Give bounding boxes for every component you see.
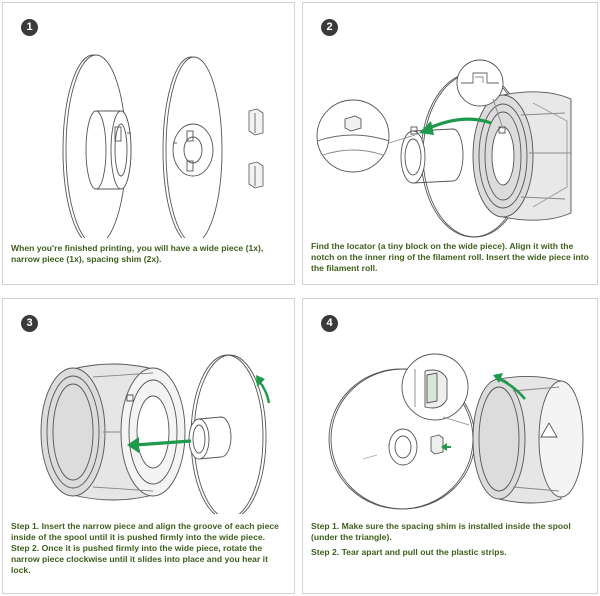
filament-spool bbox=[41, 364, 185, 500]
step-caption: Step 1. Insert the narrow piece and align the groove of each piece inside of the spool until it is pushed firmly into the wide piece. Step 2. Once it is pushed firmly into the wide piece, rotate the narrow piece clockwise until it slides into place and you hear it lock. bbox=[11, 521, 279, 575]
step-caption: Step 1. Make sure the spacing shim is installed inside the spool (under the triangle). Step 2. Tear apart and pull out the plastic strips. bbox=[311, 521, 571, 557]
narrow-piece bbox=[163, 57, 222, 238]
step-number-badge: 2 bbox=[321, 19, 338, 36]
wide-piece bbox=[63, 55, 131, 238]
insert-wide-piece-illustration bbox=[303, 3, 598, 238]
step-panel-4 bbox=[302, 298, 598, 594]
spool-parts-illustration bbox=[3, 3, 295, 238]
shim-and-strips-illustration bbox=[303, 299, 598, 514]
step-number-badge: 4 bbox=[321, 315, 338, 332]
spacing-shim bbox=[431, 435, 443, 454]
filament-roll bbox=[473, 92, 571, 220]
step-caption: When you're finished printing, you will have a wide piece (1x), narrow piece (1x), spacing shim (2x). bbox=[11, 243, 264, 264]
spacing-shims bbox=[249, 109, 263, 188]
step-panel-1 bbox=[2, 2, 295, 285]
step-panel-2 bbox=[302, 2, 598, 285]
insert-narrow-piece-illustration bbox=[3, 299, 295, 514]
step-caption: Find the locator (a tiny block on the wide piece). Align it with the notch on the inner ring of the filament roll. Insert the wide piece into the filament roll. bbox=[311, 241, 589, 273]
step-number-badge: 3 bbox=[21, 315, 38, 332]
step-number-badge: 1 bbox=[21, 19, 38, 36]
zoom-detail-locator bbox=[317, 100, 415, 172]
narrow-piece bbox=[189, 355, 266, 514]
step-panel-3 bbox=[2, 298, 295, 594]
filament-roll bbox=[473, 376, 583, 503]
